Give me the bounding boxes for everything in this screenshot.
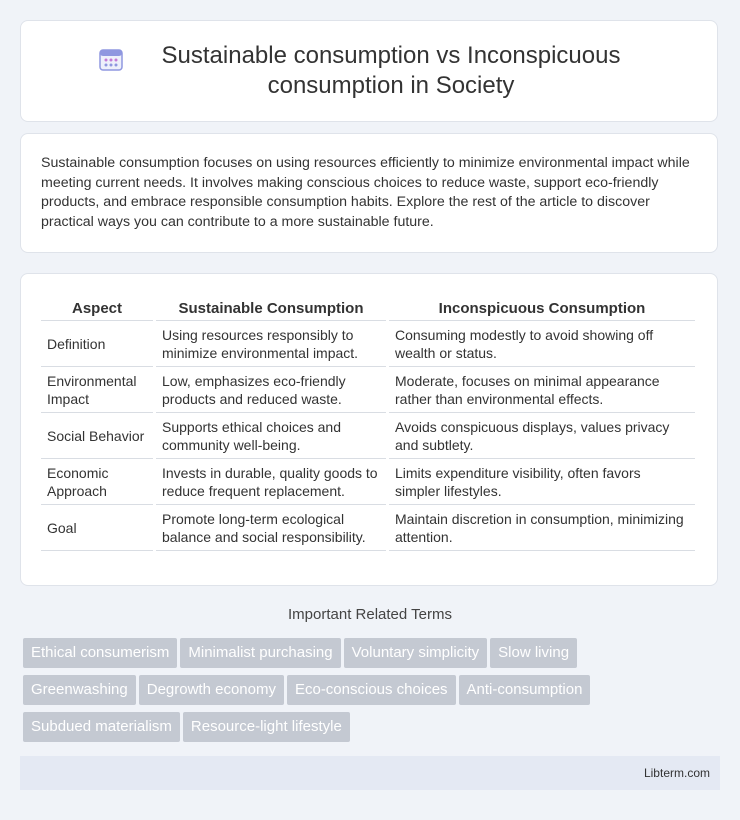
tag-minimalist-purchasing[interactable]: Minimalist purchasing xyxy=(180,638,340,668)
cell-inconspicuous: Limits expenditure visibility, often favors simpler lifestyles. xyxy=(389,459,695,505)
tag-eco-conscious-choices[interactable]: Eco-conscious choices xyxy=(287,675,456,705)
cell-sustainable: Promote long-term ecological balance and social responsibility. xyxy=(156,505,386,551)
footer-site-link[interactable]: Libterm.com xyxy=(643,766,710,780)
intro-text: Sustainable consumption focuses on using resources efficiently to minimize environmental impact while meeting current needs. It involves making conscious choices to reduce waste, support eco-friendly products, and embrace responsible consumption habits. Explore the rest of the article to discover practical ways you can contribute to a more sustainable future. xyxy=(41,155,690,230)
tag-greenwashing[interactable]: Greenwashing xyxy=(23,675,136,705)
page-title: Sustainable consumption vs Inconspicuous consumption in Society xyxy=(161,42,621,99)
comparison-table xyxy=(38,294,698,551)
table-row xyxy=(41,505,695,551)
cell-aspect: Social Behavior xyxy=(41,413,153,459)
calendar-icon xyxy=(97,45,125,73)
cell-sustainable: Low, emphasizes eco-friendly products and reduced waste. xyxy=(156,367,386,413)
tag-anti-consumption[interactable]: Anti-consumption xyxy=(459,675,591,705)
related-terms-tags xyxy=(23,638,723,749)
table-row xyxy=(41,321,695,367)
tag-ethical-consumerism[interactable]: Ethical consumerism xyxy=(23,638,177,668)
tag-slow-living[interactable]: Slow living xyxy=(490,638,577,668)
cell-sustainable: Using resources responsibly to minimize environmental impact. xyxy=(156,321,386,367)
cell-sustainable: Supports ethical choices and community well-being. xyxy=(156,413,386,459)
tag-voluntary-simplicity[interactable]: Voluntary simplicity xyxy=(344,638,488,668)
cell-inconspicuous: Maintain discretion in consumption, minimizing attention. xyxy=(389,505,695,551)
header-sustainable: Sustainable Consumption xyxy=(156,294,386,321)
title-wrap xyxy=(97,41,641,101)
cell-aspect: Economic Approach xyxy=(41,459,153,505)
footer xyxy=(20,756,720,790)
cell-sustainable: Invests in durable, quality goods to reduce frequent replacement. xyxy=(156,459,386,505)
tag-resource-light-lifestyle[interactable]: Resource-light lifestyle xyxy=(183,712,350,742)
cell-inconspicuous: Moderate, focuses on minimal appearance rather than environmental effects. xyxy=(389,367,695,413)
comparison-card xyxy=(20,273,718,586)
table-row xyxy=(41,459,695,505)
cell-inconspicuous: Consuming modestly to avoid showing off wealth or status. xyxy=(389,321,695,367)
header-aspect: Aspect xyxy=(41,294,153,321)
intro-card xyxy=(20,133,718,253)
table-row xyxy=(41,367,695,413)
cell-aspect: Environmental Impact xyxy=(41,367,153,413)
table-row xyxy=(41,413,695,459)
title-card xyxy=(20,20,718,122)
related-terms-title: Important Related Terms xyxy=(288,606,452,623)
table-header-row xyxy=(41,294,695,321)
header-inconspicuous: Inconspicuous Consumption xyxy=(389,294,695,321)
cell-aspect: Definition xyxy=(41,321,153,367)
cell-aspect: Goal xyxy=(41,505,153,551)
cell-inconspicuous: Avoids conspicuous displays, values privacy and subtlety. xyxy=(389,413,695,459)
tag-degrowth-economy[interactable]: Degrowth economy xyxy=(139,675,284,705)
tag-subdued-materialism[interactable]: Subdued materialism xyxy=(23,712,180,742)
